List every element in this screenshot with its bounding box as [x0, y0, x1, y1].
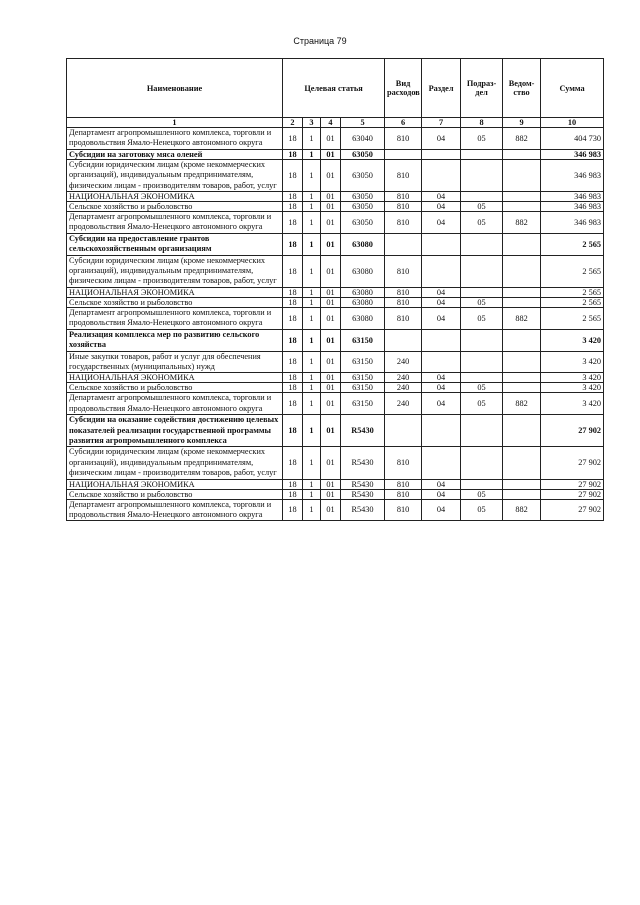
row-code-c8 [461, 287, 503, 297]
row-code-c6: 810 [385, 479, 422, 489]
row-amount: 346 983 [541, 149, 604, 159]
row-amount: 404 730 [541, 128, 604, 150]
row-code-c8: 05 [461, 383, 503, 393]
row-code-c4: 01 [321, 297, 341, 307]
row-code-c6: 810 [385, 489, 422, 499]
row-amount: 27 902 [541, 489, 604, 499]
row-name: Субсидии на оказание содействия достижению целевых показателей реализации государственной программы развития агропромышленного комплекса [67, 415, 283, 447]
row-code-c6: 810 [385, 287, 422, 297]
row-code-c7: 04 [422, 499, 461, 521]
row-code-c6: 810 [385, 297, 422, 307]
row-amount: 27 902 [541, 479, 604, 489]
row-amount: 346 983 [541, 159, 604, 191]
row-code-c4: 01 [321, 351, 341, 373]
row-code-c6: 810 [385, 159, 422, 191]
row-code-c9 [503, 192, 541, 202]
header-name: Наименование [67, 59, 283, 118]
row-amount: 2 565 [541, 233, 604, 255]
row-name: Субсидии юридическим лицам (кроме некоммерческих организаций), индивидуальным предпринимателям, физическим лицам - производителям товаров, работ, услуг [67, 159, 283, 191]
row-code-c9 [503, 489, 541, 499]
row-code-c2: 18 [283, 192, 303, 202]
row-name: Департамент агропромышленного комплекса, торговли и продовольствия Ямало-Ненецкого автономного округа [67, 499, 283, 521]
row-code-c3: 1 [303, 192, 321, 202]
row-code-c6: 810 [385, 307, 422, 329]
table-body [67, 128, 604, 521]
row-code-c7: 04 [422, 373, 461, 383]
row-code-c2: 18 [283, 297, 303, 307]
row-code-c3: 1 [303, 128, 321, 150]
row-code-c5: R5430 [341, 415, 385, 447]
header-department: Ведом-ство [503, 59, 541, 118]
table-row [67, 489, 604, 499]
row-code-c4: 01 [321, 373, 341, 383]
row-code-c6: 810 [385, 447, 422, 479]
row-code-c9 [503, 447, 541, 479]
row-code-c4: 01 [321, 202, 341, 212]
row-code-c4: 01 [321, 489, 341, 499]
row-amount: 27 902 [541, 415, 604, 447]
row-code-c2: 18 [283, 479, 303, 489]
row-code-c7 [422, 447, 461, 479]
table-row [67, 329, 604, 351]
row-code-c5: 63080 [341, 307, 385, 329]
row-code-c3: 1 [303, 489, 321, 499]
row-code-c8 [461, 149, 503, 159]
row-code-c4: 01 [321, 255, 341, 287]
row-amount: 346 983 [541, 202, 604, 212]
row-code-c4: 01 [321, 287, 341, 297]
row-code-c4: 01 [321, 233, 341, 255]
row-code-c7 [422, 415, 461, 447]
table-row [67, 233, 604, 255]
table-row [67, 297, 604, 307]
row-code-c5: 63080 [341, 255, 385, 287]
row-amount: 2 565 [541, 287, 604, 297]
row-code-c9 [503, 351, 541, 373]
row-code-c6: 810 [385, 255, 422, 287]
header-subsection: Подраз-дел [461, 59, 503, 118]
column-number: 7 [422, 118, 461, 128]
row-name: Департамент агропромышленного комплекса, торговли и продовольствия Ямало-Ненецкого автономного округа [67, 307, 283, 329]
row-code-c7 [422, 351, 461, 373]
row-code-c2: 18 [283, 149, 303, 159]
table-row [67, 415, 604, 447]
row-code-c2: 18 [283, 393, 303, 415]
row-code-c2: 18 [283, 128, 303, 150]
row-code-c5: 63080 [341, 287, 385, 297]
row-name: Субсидии юридическим лицам (кроме некоммерческих организаций), индивидуальным предпринимателям, физическим лицам - производителям товаров, работ, услуг [67, 255, 283, 287]
table-row [67, 479, 604, 489]
column-number: 6 [385, 118, 422, 128]
row-code-c7: 04 [422, 212, 461, 234]
row-code-c2: 18 [283, 447, 303, 479]
row-code-c4: 01 [321, 307, 341, 329]
row-code-c2: 18 [283, 159, 303, 191]
row-code-c5: 63050 [341, 159, 385, 191]
row-code-c4: 01 [321, 415, 341, 447]
row-code-c6 [385, 415, 422, 447]
row-code-c9 [503, 255, 541, 287]
column-number: 8 [461, 118, 503, 128]
row-name: Иные закупки товаров, работ и услуг для обеспечения государственных (муниципальных) нужд [67, 351, 283, 373]
row-name: Департамент агропромышленного комплекса, торговли и продовольствия Ямало-Ненецкого автономного округа [67, 212, 283, 234]
row-code-c9 [503, 297, 541, 307]
row-name: НАЦИОНАЛЬНАЯ ЭКОНОМИКА [67, 287, 283, 297]
row-code-c5: 63080 [341, 297, 385, 307]
row-code-c7: 04 [422, 479, 461, 489]
column-number: 10 [541, 118, 604, 128]
row-code-c6: 810 [385, 202, 422, 212]
row-code-c8 [461, 192, 503, 202]
row-code-c3: 1 [303, 233, 321, 255]
table-row [67, 447, 604, 479]
row-code-c5: 63050 [341, 212, 385, 234]
row-code-c3: 1 [303, 351, 321, 373]
header-expense-type: Вид расходов [385, 59, 422, 118]
row-code-c8 [461, 351, 503, 373]
row-code-c3: 1 [303, 447, 321, 479]
row-amount: 3 420 [541, 351, 604, 373]
row-code-c9 [503, 373, 541, 383]
row-code-c9 [503, 233, 541, 255]
column-number: 4 [321, 118, 341, 128]
row-code-c8 [461, 329, 503, 351]
row-name: Сельское хозяйство и рыболовство [67, 489, 283, 499]
row-code-c3: 1 [303, 383, 321, 393]
column-number-row [67, 118, 604, 128]
row-amount: 2 565 [541, 255, 604, 287]
row-code-c5: 63050 [341, 149, 385, 159]
row-code-c2: 18 [283, 351, 303, 373]
row-code-c7: 04 [422, 202, 461, 212]
row-code-c9 [503, 159, 541, 191]
row-name: Сельское хозяйство и рыболовство [67, 297, 283, 307]
row-code-c3: 1 [303, 149, 321, 159]
row-amount: 3 420 [541, 383, 604, 393]
row-amount: 3 420 [541, 393, 604, 415]
row-code-c7 [422, 329, 461, 351]
row-code-c6 [385, 329, 422, 351]
row-code-c3: 1 [303, 479, 321, 489]
row-code-c8: 05 [461, 297, 503, 307]
row-code-c3: 1 [303, 202, 321, 212]
row-code-c9 [503, 383, 541, 393]
row-code-c3: 1 [303, 297, 321, 307]
row-code-c3: 1 [303, 212, 321, 234]
row-code-c3: 1 [303, 373, 321, 383]
row-code-c5: 63050 [341, 202, 385, 212]
row-code-c8 [461, 479, 503, 489]
row-code-c9 [503, 149, 541, 159]
row-code-c5: R5430 [341, 499, 385, 521]
row-code-c2: 18 [283, 307, 303, 329]
row-name: Сельское хозяйство и рыболовство [67, 383, 283, 393]
row-code-c5: 63050 [341, 192, 385, 202]
row-code-c7: 04 [422, 297, 461, 307]
row-name: НАЦИОНАЛЬНАЯ ЭКОНОМИКА [67, 373, 283, 383]
row-code-c6: 240 [385, 393, 422, 415]
table-row [67, 255, 604, 287]
row-code-c8: 05 [461, 489, 503, 499]
budget-table [66, 58, 604, 521]
row-name: Сельское хозяйство и рыболовство [67, 202, 283, 212]
row-code-c9: 882 [503, 128, 541, 150]
row-code-c7: 04 [422, 128, 461, 150]
row-code-c6: 240 [385, 373, 422, 383]
row-code-c3: 1 [303, 499, 321, 521]
row-code-c3: 1 [303, 307, 321, 329]
row-code-c5: 63080 [341, 233, 385, 255]
row-code-c5: 63150 [341, 329, 385, 351]
row-code-c2: 18 [283, 212, 303, 234]
row-code-c5: 63150 [341, 373, 385, 383]
row-code-c5: 63150 [341, 351, 385, 373]
table-row [67, 383, 604, 393]
row-amount: 2 565 [541, 307, 604, 329]
table-row [67, 159, 604, 191]
row-amount: 3 420 [541, 373, 604, 383]
row-code-c8 [461, 159, 503, 191]
row-code-c5: R5430 [341, 479, 385, 489]
row-code-c6: 240 [385, 351, 422, 373]
row-code-c2: 18 [283, 202, 303, 212]
row-code-c9 [503, 415, 541, 447]
table-row [67, 307, 604, 329]
row-amount: 346 983 [541, 192, 604, 202]
row-code-c8: 05 [461, 128, 503, 150]
row-amount: 27 902 [541, 499, 604, 521]
row-code-c5: 63150 [341, 393, 385, 415]
row-code-c3: 1 [303, 159, 321, 191]
row-name: НАЦИОНАЛЬНАЯ ЭКОНОМИКА [67, 479, 283, 489]
row-amount: 346 983 [541, 212, 604, 234]
row-code-c8: 05 [461, 307, 503, 329]
row-code-c7: 04 [422, 192, 461, 202]
row-code-c6: 810 [385, 212, 422, 234]
row-code-c6: 810 [385, 192, 422, 202]
row-code-c4: 01 [321, 383, 341, 393]
header-target: Целевая статья [283, 59, 385, 118]
row-code-c8 [461, 415, 503, 447]
header-amount: Сумма [541, 59, 604, 118]
row-code-c2: 18 [283, 489, 303, 499]
table-row [67, 212, 604, 234]
row-name: Субсидии на заготовку мяса оленей [67, 149, 283, 159]
row-code-c4: 01 [321, 192, 341, 202]
table-row [67, 202, 604, 212]
row-name: НАЦИОНАЛЬНАЯ ЭКОНОМИКА [67, 192, 283, 202]
row-code-c2: 18 [283, 383, 303, 393]
row-code-c2: 18 [283, 287, 303, 297]
row-code-c5: R5430 [341, 489, 385, 499]
table-row [67, 149, 604, 159]
row-code-c4: 01 [321, 149, 341, 159]
row-code-c7: 04 [422, 393, 461, 415]
column-number: 5 [341, 118, 385, 128]
row-code-c8 [461, 255, 503, 287]
header-row [67, 59, 604, 118]
row-code-c5: 63040 [341, 128, 385, 150]
row-code-c9 [503, 202, 541, 212]
row-name: Департамент агропромышленного комплекса, торговли и продовольствия Ямало-Ненецкого автономного округа [67, 128, 283, 150]
row-code-c9: 882 [503, 499, 541, 521]
table-row [67, 373, 604, 383]
row-code-c9 [503, 329, 541, 351]
row-amount: 3 420 [541, 329, 604, 351]
row-code-c4: 01 [321, 447, 341, 479]
row-code-c6: 810 [385, 128, 422, 150]
row-code-c4: 01 [321, 393, 341, 415]
table-row [67, 192, 604, 202]
row-code-c4: 01 [321, 212, 341, 234]
table-row [67, 499, 604, 521]
row-code-c6: 240 [385, 383, 422, 393]
row-code-c5: 63150 [341, 383, 385, 393]
row-code-c6 [385, 149, 422, 159]
row-code-c6 [385, 233, 422, 255]
header-section: Раздел [422, 59, 461, 118]
row-code-c7 [422, 159, 461, 191]
table-row [67, 128, 604, 150]
row-code-c8 [461, 233, 503, 255]
row-code-c7 [422, 233, 461, 255]
row-code-c3: 1 [303, 329, 321, 351]
row-code-c3: 1 [303, 287, 321, 297]
row-name: Реализация комплекса мер по развитию сельского хозяйства [67, 329, 283, 351]
row-code-c3: 1 [303, 393, 321, 415]
row-code-c3: 1 [303, 255, 321, 287]
row-code-c7: 04 [422, 383, 461, 393]
row-code-c4: 01 [321, 159, 341, 191]
row-code-c8: 05 [461, 393, 503, 415]
column-number: 3 [303, 118, 321, 128]
row-code-c2: 18 [283, 255, 303, 287]
row-name: Департамент агропромышленного комплекса, торговли и продовольствия Ямало-Ненецкого автономного округа [67, 393, 283, 415]
row-code-c6: 810 [385, 499, 422, 521]
row-code-c7 [422, 255, 461, 287]
row-code-c4: 01 [321, 499, 341, 521]
row-name: Субсидии на предоставление грантов сельскохозяйственным организациям [67, 233, 283, 255]
row-code-c9: 882 [503, 307, 541, 329]
row-code-c2: 18 [283, 499, 303, 521]
row-code-c3: 1 [303, 415, 321, 447]
column-number: 9 [503, 118, 541, 128]
row-code-c2: 18 [283, 415, 303, 447]
row-code-c4: 01 [321, 479, 341, 489]
row-code-c8: 05 [461, 499, 503, 521]
row-code-c7 [422, 149, 461, 159]
row-name: Субсидии юридическим лицам (кроме некоммерческих организаций), индивидуальным предпринимателям, физическим лицам - производителям товаров, работ, услуг [67, 447, 283, 479]
row-code-c8: 05 [461, 202, 503, 212]
row-code-c7: 04 [422, 489, 461, 499]
row-code-c7: 04 [422, 287, 461, 297]
table-row [67, 393, 604, 415]
row-code-c2: 18 [283, 233, 303, 255]
column-number: 2 [283, 118, 303, 128]
row-amount: 27 902 [541, 447, 604, 479]
row-code-c9 [503, 287, 541, 297]
row-code-c9: 882 [503, 393, 541, 415]
row-code-c2: 18 [283, 373, 303, 383]
page-number: Страница 79 [293, 36, 347, 46]
table-row [67, 351, 604, 373]
row-code-c8: 05 [461, 212, 503, 234]
table-row [67, 287, 604, 297]
row-code-c2: 18 [283, 329, 303, 351]
row-code-c4: 01 [321, 128, 341, 150]
row-code-c4: 01 [321, 329, 341, 351]
column-number: 1 [67, 118, 283, 128]
row-amount: 2 565 [541, 297, 604, 307]
row-code-c8 [461, 373, 503, 383]
row-code-c5: R5430 [341, 447, 385, 479]
row-code-c8 [461, 447, 503, 479]
row-code-c9: 882 [503, 212, 541, 234]
row-code-c9 [503, 479, 541, 489]
row-code-c7: 04 [422, 307, 461, 329]
